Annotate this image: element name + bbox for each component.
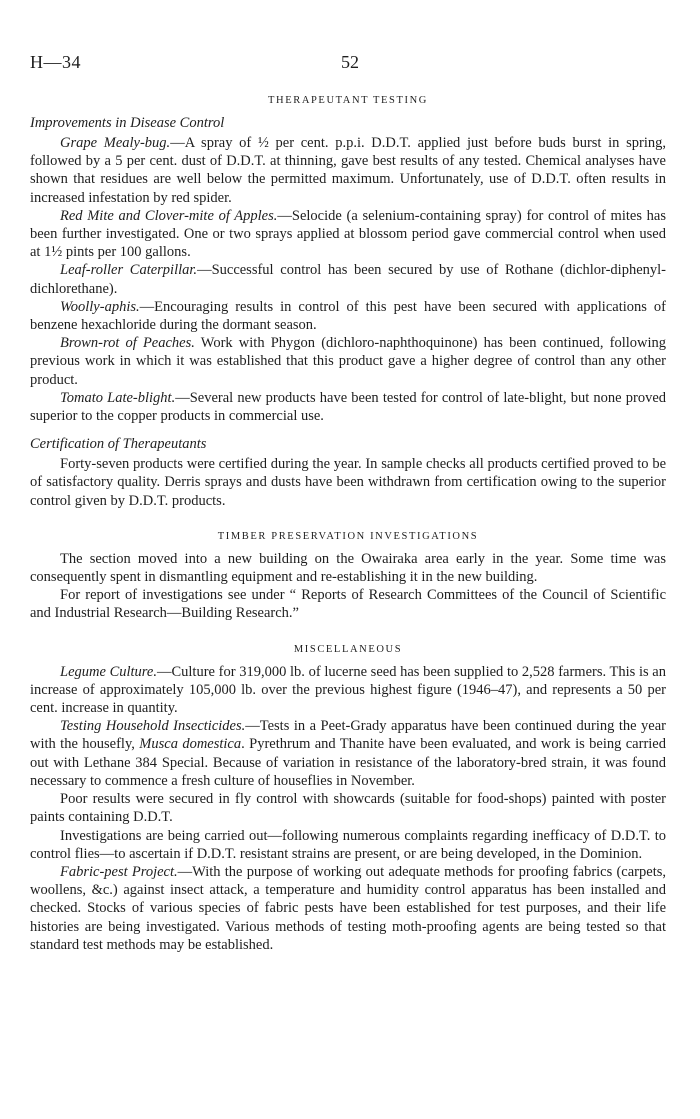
paragraph-leaf-roller bbox=[30, 261, 666, 297]
page-body bbox=[30, 94, 666, 954]
paragraph-text: —Culture for 319,000 lb. of lucerne seed has been supplied to 2,528 farmers. This is an increase of approximately 105,000 lb. over the previous highest figure (1946–47), and represents a 50 per cent. increase in quantity. bbox=[30, 663, 666, 717]
paragraph-red-mite bbox=[30, 207, 666, 262]
paragraph-certification bbox=[30, 455, 666, 510]
paragraph-fabric-pest bbox=[30, 863, 666, 954]
paragraph-resistant-strains bbox=[30, 827, 666, 863]
paragraph-tomato-late-blight bbox=[30, 389, 666, 425]
paragraph-text: —With the purpose of working out adequate methods for proofing fabrics (carpets, woollens, &c.) against insect attack, a temperature and humidity control apparatus has been installed and checked. Stocks of various species of fabric pests have been established for test purposes, and their life histories are being investigated. Various methods of testing moth-proofing agents are being tested so that standard test methods may be established. bbox=[30, 863, 666, 953]
paragraph-text: —Several new products have been tested for control of late-blight, but none proved superior to the copper products in commercial use. bbox=[30, 389, 666, 425]
paragraph-lead: Red Mite and Clover-mite of Apples. bbox=[60, 207, 278, 224]
subheading-certification: Certification of Therapeutants bbox=[30, 436, 207, 453]
paragraph-lead: Grape Mealy-bug. bbox=[60, 135, 171, 151]
paragraph-text: For report of investigations see under “ Reports of Research Committees of the Council of Scientific and Industrial Research—Building Research.” bbox=[30, 587, 666, 622]
paragraph-lead: Woolly-aphis. bbox=[60, 298, 140, 315]
paragraph-household-insecticides bbox=[30, 717, 666, 790]
paragraph-lead: Leaf-roller Caterpillar. bbox=[60, 262, 198, 279]
paragraph-text: Work with Phygon (dichloro-naphthoquinone) has been continued, following previous work in which it was established that this product gave a higher degree of control than any other product. bbox=[30, 335, 667, 388]
paragraph-woolly-aphis bbox=[30, 298, 666, 334]
document-reference: H—34 bbox=[30, 52, 81, 72]
section-title-miscellaneous: MISCELLANEOUS bbox=[293, 643, 403, 655]
paragraph-text: The section moved into a new building on the Owairaka area early in the year. Some time was consequently spent in dismantling equipment and re-establishing it in the new building. bbox=[30, 550, 666, 586]
paragraph-legume-culture bbox=[30, 663, 666, 718]
paragraph-lead: Brown-rot of Peaches. bbox=[60, 335, 195, 352]
paragraph-timber-move bbox=[30, 550, 666, 586]
paragraph-text: Forty-seven products were certified during the year. In sample checks all products certified proved to be of satisfactory quality. Derris sprays and dusts have been withdrawn from certification owing to the superior control given by D.D.T. products. bbox=[30, 456, 666, 509]
paragraph-text: —Selocide (a selenium-containing spray) for control of mites has been further investigated. One or two sprays applied at blossom period gave commercial control when used at 1½ pints per 100 gallons. bbox=[30, 207, 666, 261]
paragraph-lead: Fabric-pest Project. bbox=[60, 863, 178, 880]
subheading-improvements: Improvements in Disease Control bbox=[30, 115, 225, 131]
paragraph-text: —A spray of ½ per cent. p.p.i. D.D.T. applied just before buds burst in spring, followed by a 5 per cent. dust of D.D.T. at thinning, gave best results of any tested. Chemical analyses have shown that residues are well below the permitted maximum. Unfortunately, use of D.D.T. often results in increased infestation by red spider. bbox=[30, 135, 667, 206]
page-number: 52 bbox=[341, 52, 359, 72]
paragraph-text-continued: . Pyrethrum and Thanite have been evaluated, and work is being carried out with Lethane 384 Special. Because of variation in resistance of the laboratory-bred strain, it was found necessary to commence a fresh culture of houseflies in November. bbox=[30, 736, 666, 789]
paragraph-text: Poor results were secured in fly control with showcards (suitable for food-shops) painted with poster paints containing D.D.T. bbox=[30, 791, 666, 826]
paragraph-text: Investigations are being carried out—following numerous complaints regarding inefficacy of D.D.T. to control flies—to ascertain if D.D.T. resistant strains are present, or are being developed, in the Dominion. bbox=[30, 827, 666, 862]
paragraph-text: —Tests in a Peet-Grady apparatus have been continued during the year with the housefly, bbox=[30, 718, 666, 753]
section-title-therapeutant-testing: THERAPEUTANT TESTING bbox=[268, 95, 428, 106]
species-name: Musca domestica bbox=[139, 736, 242, 753]
paragraph-text: —Encouraging results in control of this pest have been secured with applications of benzene hexachloride during the dormant season. bbox=[30, 298, 666, 334]
section-title-timber-preservation: TIMBER PRESERVATION INVESTIGATIONS bbox=[217, 530, 479, 542]
paragraph-fly-showcards bbox=[30, 790, 666, 826]
paragraph-grape-mealy-bug bbox=[30, 134, 666, 207]
paragraph-lead: Legume Culture. bbox=[60, 663, 157, 680]
paragraph-brown-rot bbox=[30, 334, 666, 389]
paragraph-lead: Tomato Late-blight. bbox=[60, 389, 176, 406]
paragraph-text: —Successful control has been secured by use of Rothane (dichlor-diphenyl-dichlorethane). bbox=[30, 262, 666, 297]
paragraph-timber-report bbox=[30, 586, 666, 622]
paragraph-lead: Testing Household Insecticides. bbox=[60, 718, 246, 735]
